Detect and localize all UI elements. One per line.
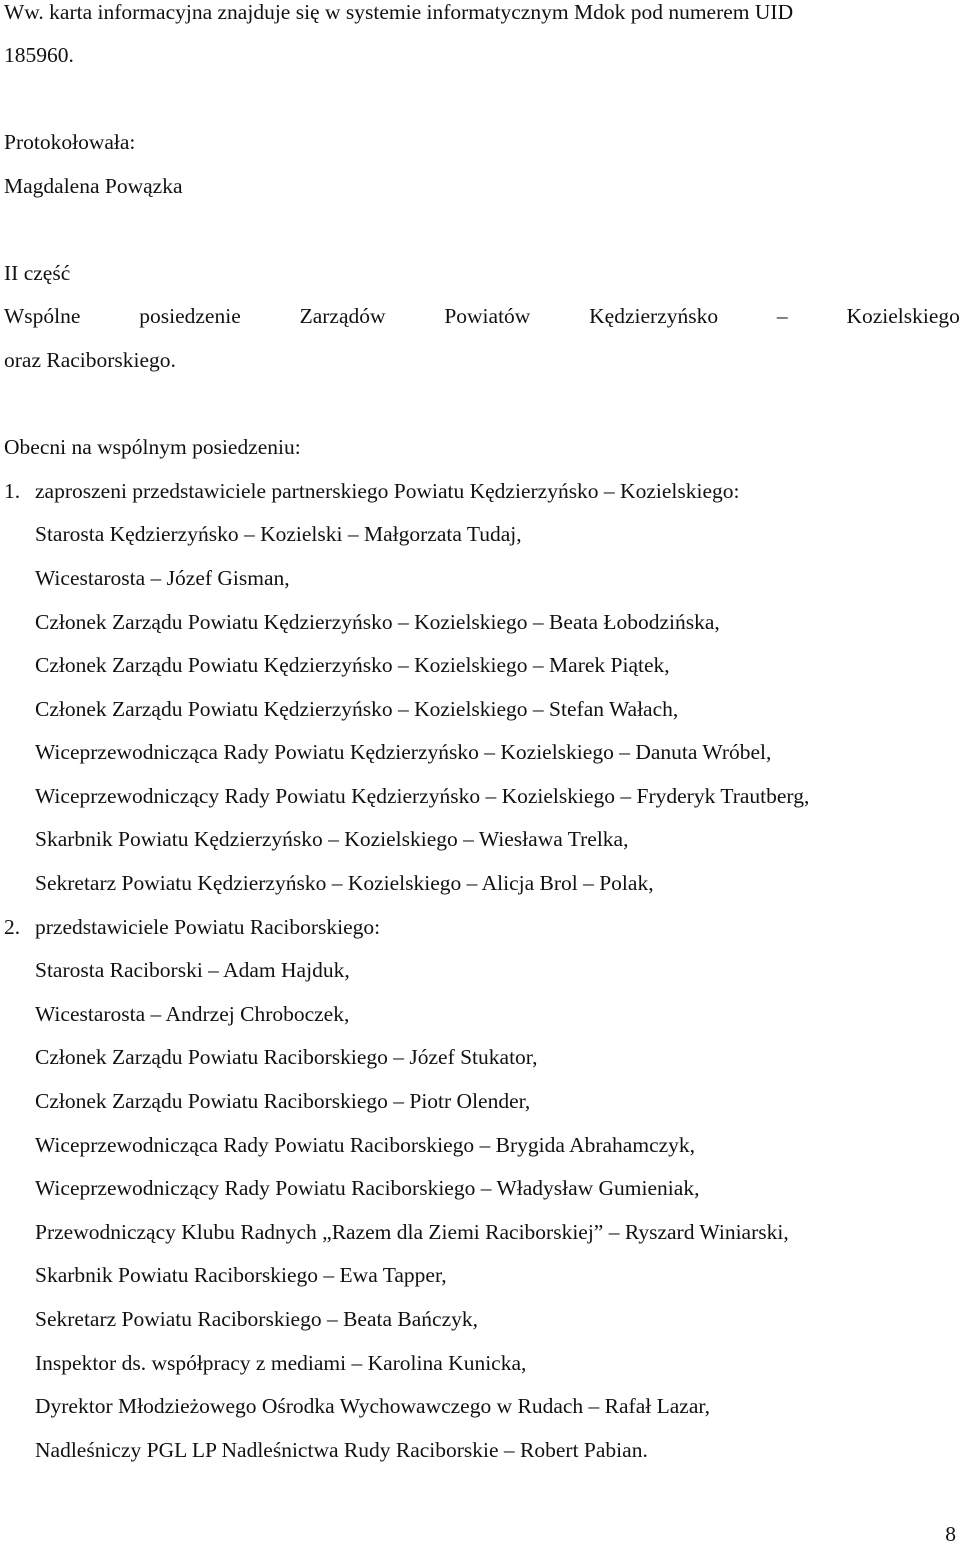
intro-line-2: 185960.	[4, 43, 74, 67]
list-item: Nadleśniczy PGL LP Nadleśnictwa Rudy Raciborskie – Robert Pabian.	[35, 1438, 648, 1462]
list-item: Wiceprzewodnicząca Rady Powiatu Kędzierzyńsko – Kozielskiego – Danuta Wróbel,	[35, 740, 772, 764]
list-item: Wiceprzewodnicząca Rady Powiatu Raciborskiego – Brygida Abrahamczyk,	[35, 1133, 696, 1157]
list-item: Starosta Raciborski – Adam Hajduk,	[35, 958, 350, 982]
list-item: Wiceprzewodniczący Rady Powiatu Kędzierzyńsko – Kozielskiego – Fryderyk Trautberg,	[35, 784, 810, 808]
title-word: –	[776, 304, 788, 328]
list-item: Wiceprzewodniczący Rady Powiatu Raciborskiego – Władysław Gumieniak,	[35, 1176, 700, 1200]
title-word: posiedzenie	[139, 304, 241, 328]
list-item: Członek Zarządu Powiatu Kędzierzyńsko – Kozielskiego – Stefan Wałach,	[35, 697, 679, 721]
protocol-name: Magdalena Powązka	[4, 174, 183, 198]
list-item: Inspektor ds. współpracy z mediami – Karolina Kunicka,	[35, 1351, 527, 1375]
list-item: Wicestarosta – Józef Gisman,	[35, 566, 290, 590]
intro-line-1: Ww. karta informacyjna znajduje się w systemie informatycznym Mdok pod numerem UID	[4, 0, 794, 24]
list-item: Członek Zarządu Powiatu Kędzierzyńsko – Kozielskiego – Beata Łobodzińska,	[35, 610, 720, 634]
list-item: Członek Zarządu Powiatu Kędzierzyńsko – Kozielskiego – Marek Piątek,	[35, 653, 670, 677]
list-item: Sekretarz Powiatu Kędzierzyńsko – Kozielskiego – Alicja Brol – Polak,	[35, 871, 654, 895]
list-item: Przewodniczący Klubu Radnych „Razem dla Ziemi Raciborskiej” – Ryszard Winiarski,	[35, 1220, 789, 1244]
part-heading: II część	[4, 261, 71, 285]
title-word: Kędzierzyńsko	[589, 304, 719, 328]
title-word: Powiatów	[444, 304, 531, 328]
group-2-heading: przedstawiciele Powiatu Raciborskiego:	[35, 915, 381, 939]
list-item: Starosta Kędzierzyńsko – Kozielski – Małgorzata Tudaj,	[35, 522, 522, 546]
list-item: Członek Zarządu Powiatu Raciborskiego – Piotr Olender,	[35, 1089, 531, 1113]
protocol-label: Protokołowała:	[4, 130, 136, 154]
list-item: Skarbnik Powiatu Raciborskiego – Ewa Tapper,	[35, 1263, 447, 1287]
page-number: 8	[945, 1522, 956, 1546]
meeting-title-line-1	[4, 303, 960, 329]
title-word: Kozielskiego	[846, 304, 960, 328]
group-2-number: 2.	[4, 915, 21, 939]
list-item: Skarbnik Powiatu Kędzierzyńsko – Kozielskiego – Wiesława Trelka,	[35, 827, 629, 851]
meeting-title-line-2: oraz Raciborskiego.	[4, 348, 176, 372]
list-item: Dyrektor Młodzieżowego Ośrodka Wychowawczego w Rudach – Rafał Lazar,	[35, 1394, 711, 1418]
title-word: Wspólne	[4, 304, 81, 328]
present-label: Obecni na wspólnym posiedzeniu:	[4, 435, 301, 459]
list-item: Wicestarosta – Andrzej Chroboczek,	[35, 1002, 350, 1026]
title-word: Zarządów	[299, 304, 386, 328]
list-item: Sekretarz Powiatu Raciborskiego – Beata Bańczyk,	[35, 1307, 478, 1331]
group-1-heading: zaproszeni przedstawiciele partnerskiego Powiatu Kędzierzyńsko – Kozielskiego:	[35, 479, 740, 503]
list-item: Członek Zarządu Powiatu Raciborskiego – Józef Stukator,	[35, 1045, 538, 1069]
group-1-number: 1.	[4, 479, 21, 503]
